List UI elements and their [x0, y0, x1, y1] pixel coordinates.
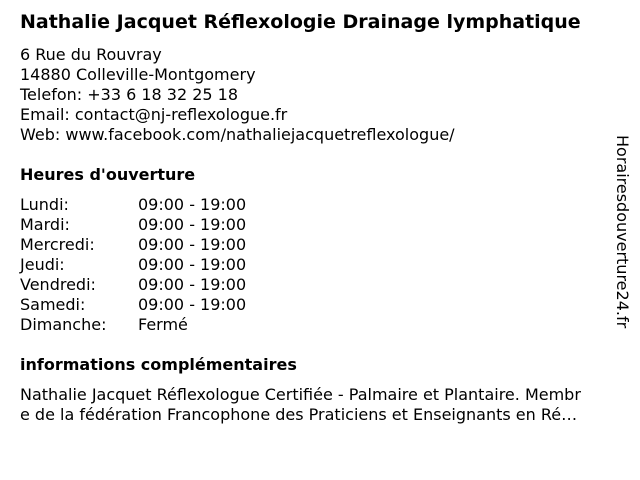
site-watermark: Horairesdouverture24.fr — [613, 135, 632, 329]
hours-row-mercredi — [20, 235, 246, 255]
phone-text: Telefon: +33 6 18 32 25 18 — [20, 85, 239, 104]
day-time: 09:00 - 19:00 — [138, 215, 247, 234]
address-city: 14880 Colleville-Montgomery — [20, 65, 256, 84]
hours-row-samedi — [20, 295, 246, 315]
info-line-2: e de la fédération Francophone des Praticiens et Enseignants en Ré… — [20, 405, 578, 424]
contact-block — [20, 45, 455, 145]
hours-row-vendredi — [20, 275, 246, 295]
email-text: Email: contact@nj-reflexologue.fr — [20, 105, 288, 124]
hours-row-mardi — [20, 215, 246, 235]
hours-row-jeudi — [20, 255, 246, 275]
hours-table — [20, 195, 246, 335]
info-description — [20, 385, 624, 425]
day-label: Vendredi: — [20, 275, 96, 294]
info-heading: informations complémentaires — [20, 355, 297, 374]
hours-row-dimanche — [20, 315, 246, 335]
day-label: Mercredi: — [20, 235, 95, 254]
day-time: 09:00 - 19:00 — [138, 195, 247, 214]
day-label: Jeudi: — [20, 255, 65, 274]
address-street: 6 Rue du Rouvray — [20, 45, 162, 64]
day-label: Mardi: — [20, 215, 70, 234]
web-text: Web: www.facebook.com/nathaliejacquetreflexologue/ — [20, 125, 455, 144]
hours-row-lundi — [20, 195, 246, 215]
business-title: Nathalie Jacquet Réflexologie Drainage lymphatique — [20, 11, 581, 33]
day-time: 09:00 - 19:00 — [138, 275, 247, 294]
info-line-1: Nathalie Jacquet Réflexologue Certifiée - Palmaire et Plantaire. Membr — [20, 385, 581, 404]
day-label: Lundi: — [20, 195, 69, 214]
hours-heading: Heures d'ouverture — [20, 165, 196, 184]
day-label: Dimanche: — [20, 315, 107, 334]
day-label: Samedi: — [20, 295, 86, 314]
day-time: 09:00 - 19:00 — [138, 295, 247, 314]
day-time: Fermé — [138, 315, 188, 334]
day-time: 09:00 - 19:00 — [138, 255, 247, 274]
day-time: 09:00 - 19:00 — [138, 235, 247, 254]
